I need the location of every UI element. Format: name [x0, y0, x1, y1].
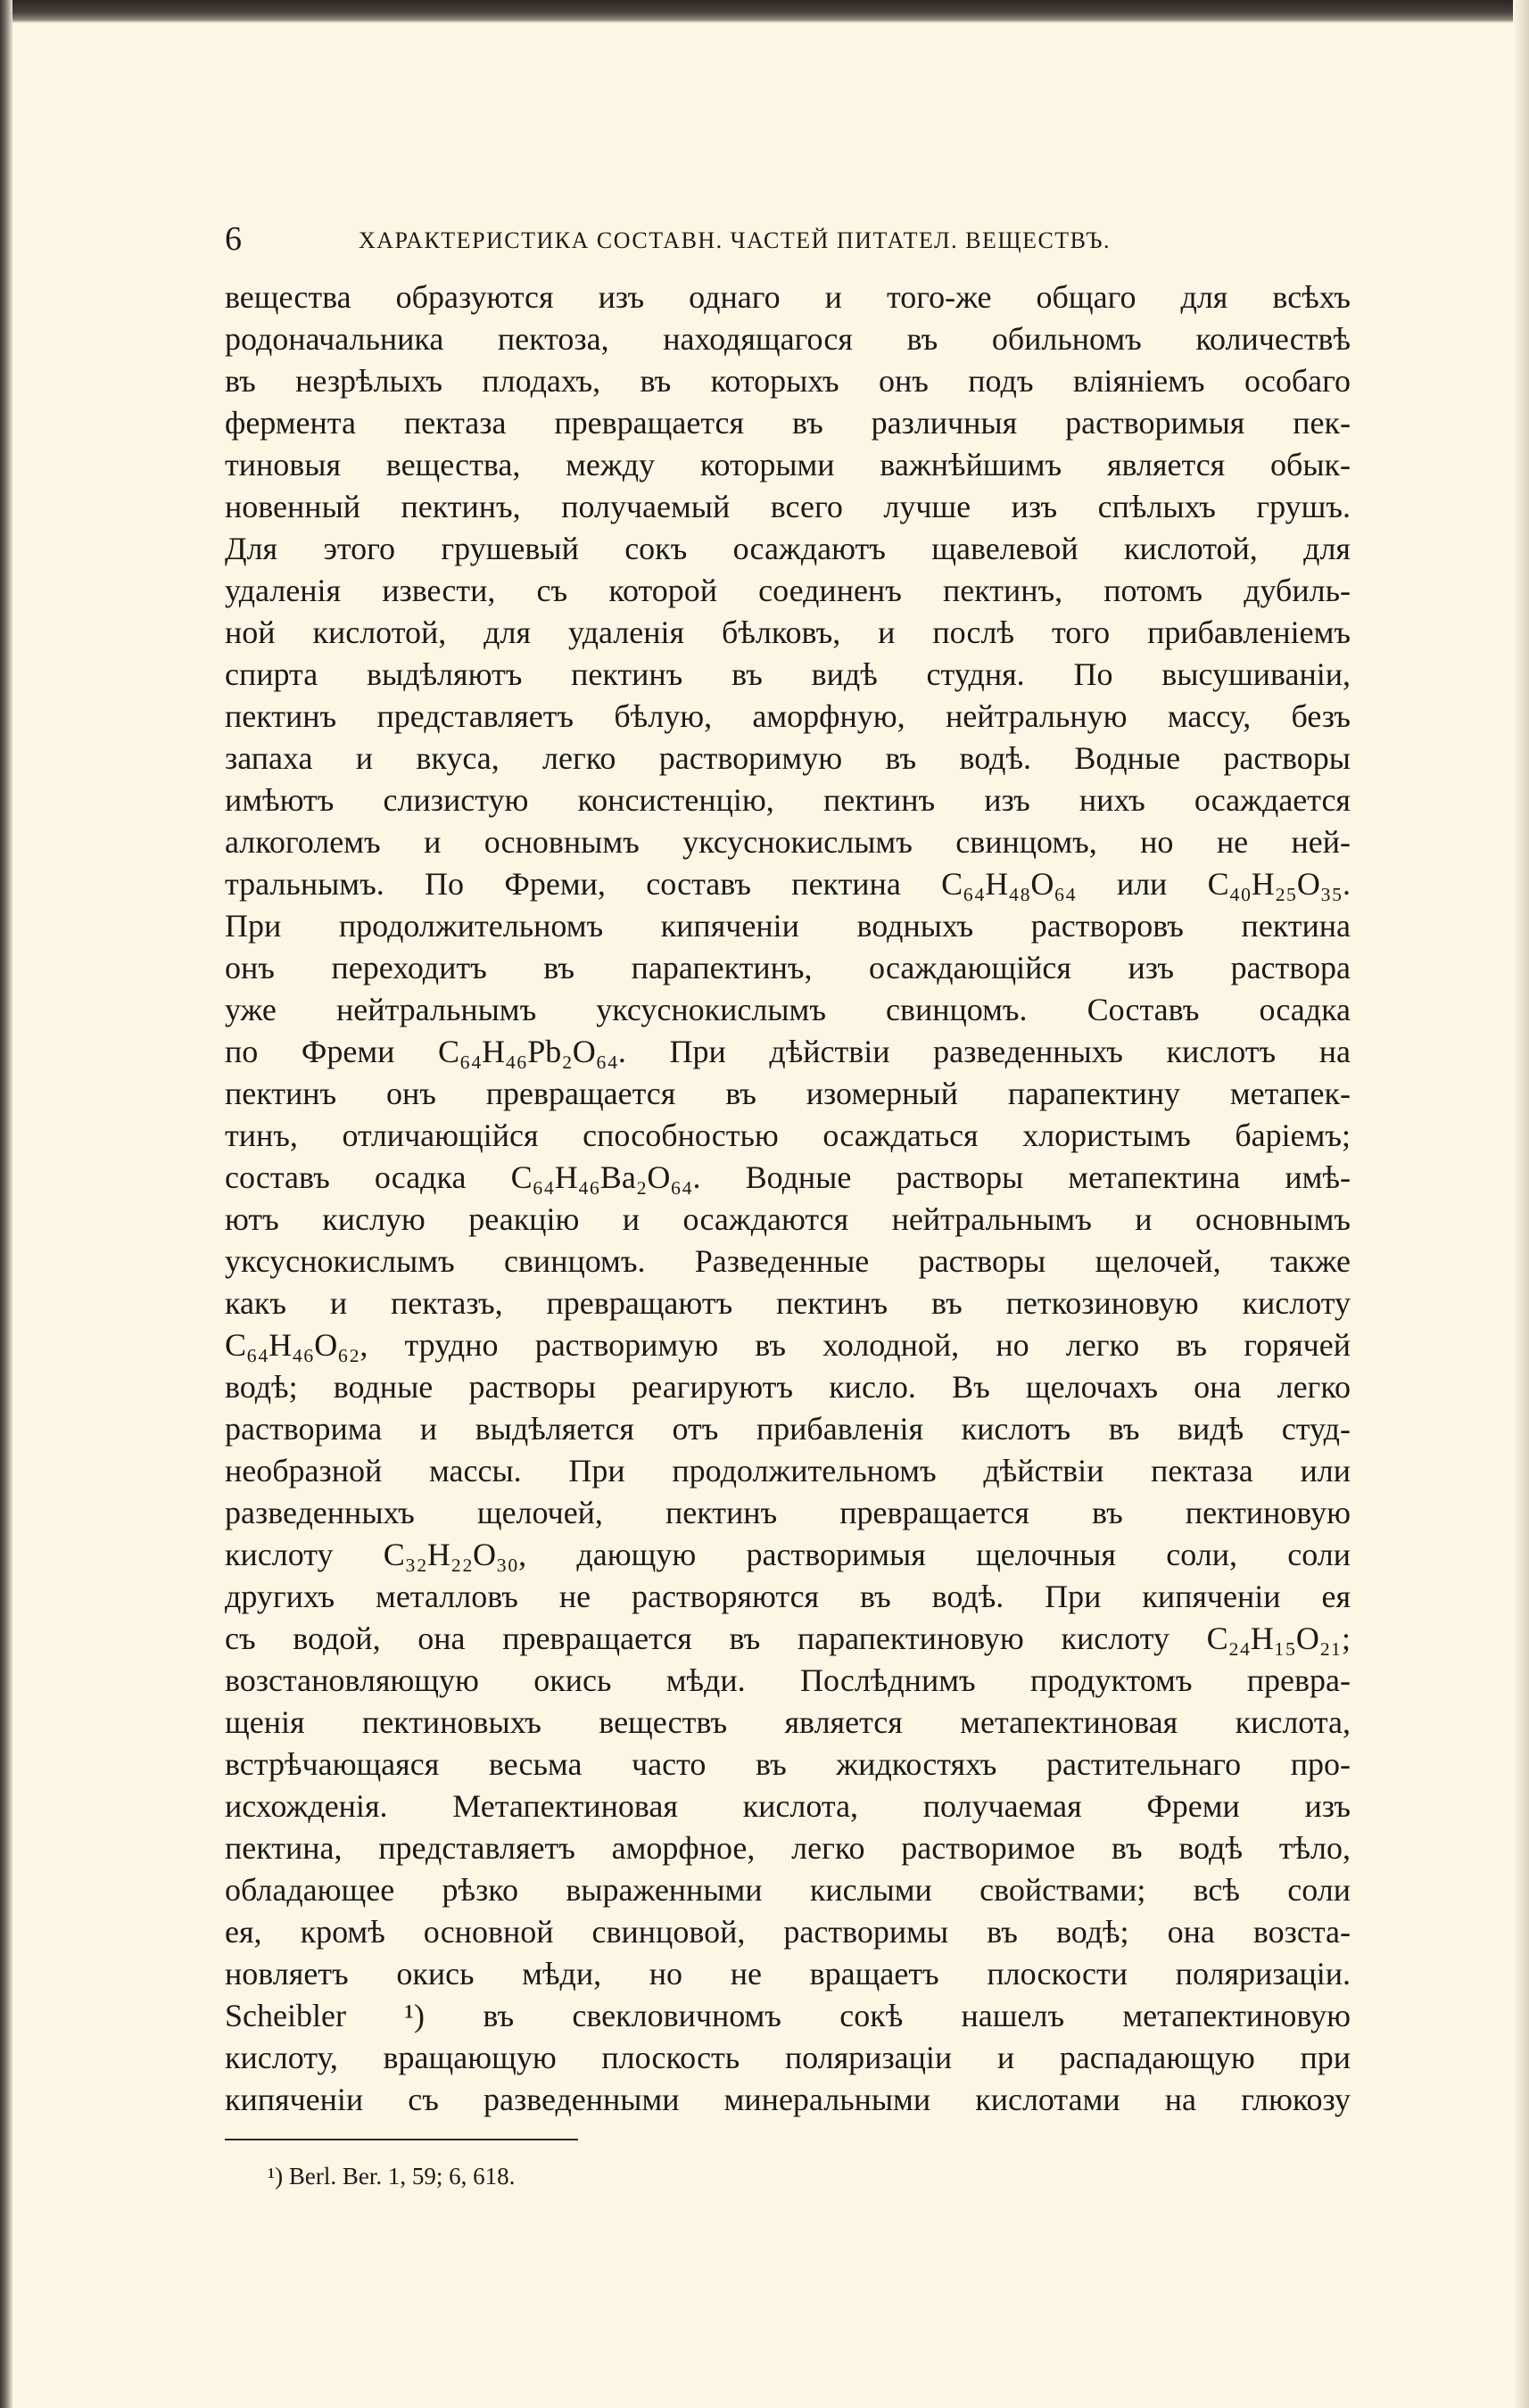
text-line: тиновыя вещества, между которыми важнѣйшимъ является обык- [225, 447, 1351, 482]
text-line: составъ осадка C₆₄H₄₆Ba₂O₆₄. Водные растворы метапектина имѣ- [225, 1159, 1351, 1195]
text-line: кислоту C₃₂H₂₂O₃₀, дающую растворимыя щелочныя соли, соли [225, 1537, 1351, 1572]
text-line: тральнымъ. По Фреми, составъ пектина C₆₄H₄₈O₆₄ или C₄₀H₂₅O₃₅. [225, 866, 1351, 902]
scan-top-edge [7, 0, 1529, 23]
text-line: спирта выдѣляютъ пектинъ въ видѣ студня. По высушиваніи, [225, 656, 1351, 692]
text-line: уксуснокислымъ свинцомъ. Разведенные растворы щелочей, также [225, 1243, 1351, 1279]
text-line: онъ переходитъ въ парапектинъ, осаждающійся изъ раствора [225, 950, 1351, 985]
text-line: водѣ; водные растворы реагируютъ кисло. Въ щелочахъ она легко [225, 1369, 1351, 1405]
text-line: При продолжительномъ кипяченіи водныхъ растворовъ пектина [225, 908, 1351, 944]
text-line: имѣютъ слизистую консистенцію, пектинъ изъ нихъ осаждается [225, 782, 1351, 818]
text-line: по Фреми C₆₄H₄₆Pb₂O₆₄. При дѣйствіи разведенныхъ кислотъ на [225, 1034, 1351, 1069]
text-line: другихъ металловъ не растворяются въ водѣ. При кипяченіи ея [225, 1579, 1351, 1614]
text-line: тинъ, отличающійся способностью осаждаться хлористымъ баріемъ; [225, 1117, 1351, 1153]
text-line: необразной массы. При продолжительномъ дѣйствіи пектаза или [225, 1453, 1351, 1489]
text-line: растворима и выдѣляется отъ прибавленія кислотъ въ видѣ студ- [225, 1411, 1351, 1447]
text-line: разведенныхъ щелочей, пектинъ превращается въ пектиновую [225, 1495, 1351, 1530]
text-line: фермента пектаза превращается въ различныя растворимыя пек- [225, 405, 1351, 441]
text-line: новенный пектинъ, получаемый всего лучше изъ спѣлыхъ грушъ. [225, 489, 1351, 524]
text-line: обладающее рѣзко выраженными кислыми свойствами; всѣ соли [225, 1872, 1351, 1908]
text-line: Scheibler ¹) въ свекловичномъ сокѣ нашелъ метапектиновую [225, 1998, 1351, 2033]
text-line: пектинъ представляетъ бѣлую, аморфную, нейтральную массу, безъ [225, 698, 1351, 734]
text-line: C₆₄H₄₆O₆₂, трудно растворимую въ холодной, но легко въ горячей [225, 1327, 1351, 1363]
text-line: съ водой, она превращается въ парапектиновую кислоту C₂₄H₁₅O₂₁; [225, 1620, 1351, 1656]
footnote-rule [225, 2139, 578, 2140]
scan-right-edge [1513, 0, 1529, 2408]
footnote: ¹) Berl. Ber. 1, 59; 6, 618. [268, 2163, 516, 2189]
page-number: 6 [225, 220, 242, 258]
text-line: въ незрѣлыхъ плодахъ, въ которыхъ онъ подъ вліяніемъ особаго [225, 363, 1351, 399]
text-line: Для этого грушевый сокъ осаждаютъ щавелевой кислотой, для [225, 531, 1351, 566]
text-line: исхожденія. Метапектиновая кислота, получаемая Фреми изъ [225, 1788, 1351, 1824]
body-text [225, 276, 1351, 2121]
text-line: запаха и вкуса, легко растворимую въ водѣ. Водные растворы [225, 740, 1351, 776]
page-header [225, 219, 1322, 259]
scan-left-edge [0, 0, 12, 2408]
text-line: щенія пектиновыхъ веществъ является метапектиновая кислота, [225, 1704, 1351, 1740]
text-line: пектина, представляетъ аморфное, легко растворимое въ водѣ тѣло, [225, 1830, 1351, 1866]
running-head: ХАРАКТЕРИСТИКА СОСТАВН. ЧАСТЕЙ ПИТАТЕЛ. ВЕЩЕСТВЪ. [359, 227, 1112, 253]
text-line: ютъ кислую реакцію и осаждаются нейтральнымъ и основнымъ [225, 1201, 1351, 1237]
text-line: вещества образуются изъ однаго и того-же общаго для всѣхъ [225, 279, 1351, 315]
text-line: ея, кромѣ основной свинцовой, растворимы въ водѣ; она возста- [225, 1914, 1351, 1950]
text-line: алкоголемъ и основнымъ уксуснокислымъ свинцомъ, но не ней- [225, 824, 1351, 860]
text-line: возстановляющую окись мѣди. Послѣднимъ продуктомъ превра- [225, 1662, 1351, 1698]
text-line: удаленія извести, съ которой соединенъ пектинъ, потомъ дубиль- [225, 573, 1351, 608]
text-line: пектинъ онъ превращается въ изомерный парапектину метапек- [225, 1076, 1351, 1111]
text-line: встрѣчающаяся весьма часто въ жидкостяхъ растительнаго про- [225, 1746, 1351, 1782]
text-line: уже нейтральнымъ уксуснокислымъ свинцомъ. Составъ осадка [225, 992, 1351, 1027]
text-line: кислоту, вращающую плоскость поляризаціи и распадающую при [225, 2040, 1351, 2075]
text-line: новляетъ окись мѣди, но не вращаетъ плоскости поляризаціи. [225, 1956, 1351, 1992]
text-line: ной кислотой, для удаленія бѣлковъ, и послѣ того прибавленіемъ [225, 614, 1351, 650]
text-line: кипяченіи съ разведенными минеральными кислотами на глюкозу [225, 2082, 1351, 2117]
text-line: родоначальника пектоза, находящагося въ обильномъ количествѣ [225, 321, 1351, 357]
text-line: какъ и пектазъ, превращаютъ пектинъ въ петкозиновую кислоту [225, 1285, 1351, 1321]
